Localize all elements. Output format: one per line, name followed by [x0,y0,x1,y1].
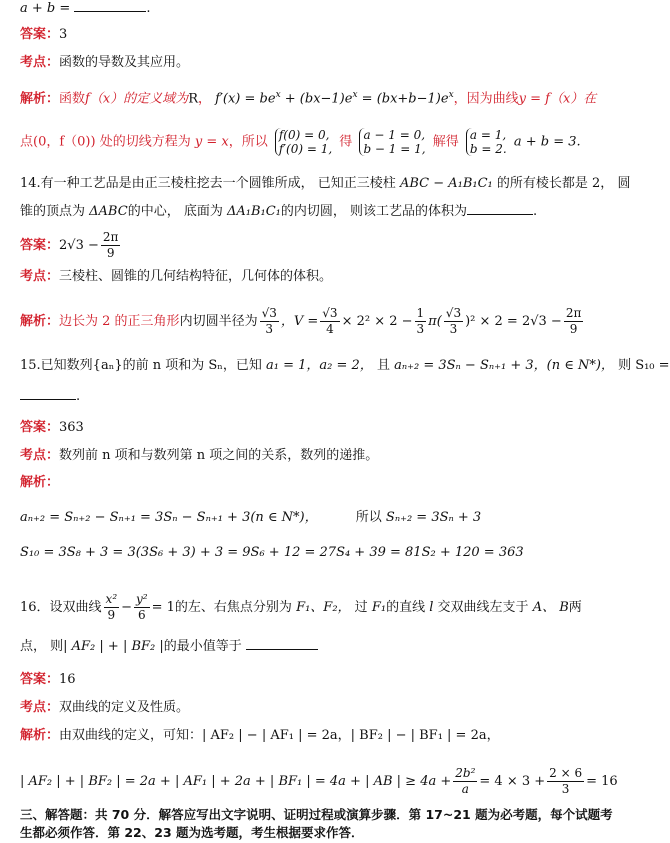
domain-r: R [188,91,198,107]
derivation-step: | AF₂ | + | BF₂ | = 2a + | AF₁ | + 2a + | BF₁ | = 4a + | AB | ≥ 4a + [20,774,452,789]
derivation-step: Sₙ₊₂ = 3Sₙ + 3 [385,510,482,525]
denominator: 4 [326,322,334,336]
denominator: 3 [416,322,425,336]
analysis-text: ， [197,91,211,107]
numerator: √3 [322,306,338,320]
analysis-text: 内切圆半径为 [179,314,258,329]
distance-sum: | AF₂ | + | BF₂ | [63,639,164,654]
analysis-text: ，所以 [228,134,268,150]
q14-answer [20,230,610,261]
numerator: y² [136,592,148,606]
denominator: 9 [106,246,115,260]
stem-text: 的直线 [386,600,426,615]
answer-blank [467,214,533,215]
fraction [564,306,584,337]
q13-topic [20,54,610,72]
answer-blank [20,399,76,400]
analysis-text: ，因为曲线 [453,91,519,107]
q13-answer [20,26,610,44]
q15-eq1 [20,509,610,527]
stem-text: 两 [568,600,582,615]
analysis-text: 得 [339,134,353,150]
analysis-text: 由双曲线的定义，可知：| AF₂ | − | AF₁ | = 2a，| BF₂ | − | BF₁ | = 2a， [59,728,500,743]
topic-text: 三棱柱、圆锥的几何结构特征，几何体的体积。 [59,269,333,284]
analysis-label: 解析： [20,91,60,107]
derivative-expression: + (bx−1)e [280,91,353,107]
numerator: 2π [102,230,119,244]
numerator: x² [105,592,118,606]
q14-analysis [20,306,610,337]
q15-answer [20,419,610,437]
fraction [134,592,150,623]
denominator: 6 [138,608,146,622]
q15-eq2 [20,544,610,562]
denominator: 3 [265,322,274,336]
stem-text: 点， 则 [20,639,64,654]
operator: − [121,600,133,615]
q14-topic [20,268,610,286]
answer-label: 答案： [20,27,60,42]
q16-answer [20,671,610,689]
derivative-expression: f′(x) = be [215,91,276,107]
derivation-step: S₁₀ = 3S₈ + 3 = 3(3S₆ + 3) + 3 = 9S₆ + 12 = 27S₄ + 39 = 81S₂ + 120 = 363 [20,545,524,560]
sum-expression: a + b = [20,1,71,16]
denominator: 3 [561,782,570,796]
result-expression: a + b = 3. [513,134,581,150]
stem-text: 过 [354,600,368,615]
section-heading-line1 [20,806,613,824]
answer-label: 答案： [20,672,60,687]
analysis-text: 所以 [355,510,382,525]
answer-value: 363 [59,420,84,435]
topic-label: 考点： [20,700,60,715]
prism-name: ABC − A₁B₁C₁ [399,176,493,191]
equation-system [466,128,507,156]
analysis-text: 函数 [59,91,86,107]
denominator: 9 [569,322,578,336]
fraction [547,766,584,797]
answer-label: 答案： [20,238,60,253]
triangle-name: ΔA₁B₁C₁ [226,204,281,219]
fraction [415,306,427,337]
derivation-step: aₙ₊₂ = Sₙ₊₂ − Sₙ₊₁ = 3Sₙ − Sₙ₊₁ + 3(n ∈ N*)， [20,510,318,525]
analysis-label: 解析： [20,314,60,329]
numerator: 2π [565,306,582,320]
system-row: a − 1 = 0, [363,128,426,142]
q14-stem-line1 [20,175,631,193]
stem-text: 且 [376,358,390,373]
derivation-step: = 16 [586,774,618,789]
foci: F₁、F₂， [296,600,351,615]
answer-value: 3 [59,27,68,42]
numerator: 2b² [455,766,476,780]
numerator: √3 [445,306,462,320]
q16-stem-line2 [20,638,610,656]
stem-text: 的最小值等于 [163,639,242,654]
answer-blank [246,649,318,650]
stem-text: 的中心， 底面为 [127,204,223,219]
volume-expression: ，V = [280,314,319,329]
answer-value: 2√3 − [59,238,99,253]
numerator: √3 [261,306,277,320]
section-heading-line2 [20,824,610,842]
answer-blank [74,11,146,12]
derivative-expression: = (bx+b−1)e [357,91,449,107]
topic-label: 考点： [20,448,60,463]
topic-text: 函数的导数及其应用。 [59,55,190,70]
stem-text: 15.已知数列{aₙ}的前 n 项和为 Sₙ，已知 [20,358,262,373]
volume-expression: × 2² × 2 − [341,314,413,329]
derivation-step: = 4 × 3 + [479,774,546,789]
volume-expression: π( [428,314,442,329]
equation-system [275,128,332,156]
q16-stem-line1 [20,592,610,623]
denominator: 3 [449,322,458,336]
system-row: b − 1 = 1, [363,142,426,156]
fraction [101,230,121,261]
fraction [260,306,279,337]
triangle-name: ΔABC [89,204,128,219]
analysis-text: 点(0，f（0)) 处的切线方程为 [20,134,191,150]
volume-expression: )² × 2 = 2√3 − [465,314,562,329]
q16-topic [20,699,610,717]
analysis-text: 边长为 2 的正三角形 [59,314,180,329]
stem-text: 交双曲线左支于 [437,600,529,615]
section-heading: 生都必须作答．第 22、23 题为选考题，考生根据要求作答． [20,825,364,840]
topic-label: 考点： [20,55,60,70]
analysis-label: 解析： [20,728,60,743]
stem-text: 的所有棱长都是 2， 圆 [496,176,631,191]
q15-analysis-label [20,474,610,492]
fraction [320,306,339,337]
q13-stem-tail: a + b = . [20,1,151,16]
q16-analysis [20,727,610,745]
system-row: f′(0) = 1, [278,142,333,156]
analysis-text: 解得 [432,134,459,150]
q16-eq [20,766,618,797]
fraction [453,766,477,797]
line-name: l [429,600,434,615]
initial-terms: a₁ = 1，a₂ = 2， [266,358,373,373]
stem-text: 16．设双曲线 [20,600,102,615]
analysis-label: 解析： [20,475,60,490]
stem-text: 锥的顶点为 [20,204,86,219]
system-row: a = 1, [469,128,507,142]
stem-text: 的内切圆， 则该工艺品的体积为 [280,204,468,219]
q15-stem [20,357,670,375]
q13-analysis-line1: 解析：函数f（x）的定义域为R， $f'(x) = be^x + (bx-1)e^x = (bx+b-1)e^x$，因为曲线y = f（x）在 [20,90,597,107]
system-row: b = 2. [469,142,507,156]
q15-topic [20,447,610,465]
denominator: a [461,782,469,796]
fraction [104,592,120,623]
analysis-text: y = f（x）在 [518,91,597,107]
equation-system [359,128,425,156]
topic-text: 数列前 n 项和与数列第 n 项之间的关系，数列的递推。 [59,448,379,463]
denominator: 9 [107,608,116,622]
q14-stem-line2: 锥的顶点为 ΔABC的中心， 底面为 ΔA₁B₁C₁的内切圆， 则该工艺品的体积为 . [20,204,538,219]
fraction [444,306,463,337]
stem-text: = 1的左、右焦点分别为 [151,600,292,615]
q15-blank-line: . [20,388,610,406]
focus: F₁ [371,600,387,615]
points: A、 B [532,600,569,615]
stem-text: 14.有一种工艺品是由正三棱柱挖去一个圆锥所成， 已知正三棱柱 [20,176,396,191]
answer-value: 16 [59,672,76,687]
analysis-text: f（x）的定义域为 [85,91,189,107]
section-heading: 三、解答题：共 70 分．解答应写出文字说明、证明过程或演算步骤．第 17~21 题为必考题，每个试题考 [20,807,613,822]
numerator: 2 × 6 [549,766,583,780]
topic-text: 双曲线的定义及性质。 [59,700,190,715]
answer-label: 答案： [20,420,60,435]
stem-text: 则 S₁₀ = [618,358,670,373]
recurrence: aₙ₊₂ = 3Sₙ − Sₙ₊₁ + 3，(n ∈ N*)， [394,358,614,373]
system-row: f(0) = 0, [278,128,330,142]
numerator: 1 [416,306,425,320]
topic-label: 考点： [20,269,60,284]
q13-analysis-line2 [20,128,610,156]
tangent-line: y = x [194,134,229,150]
